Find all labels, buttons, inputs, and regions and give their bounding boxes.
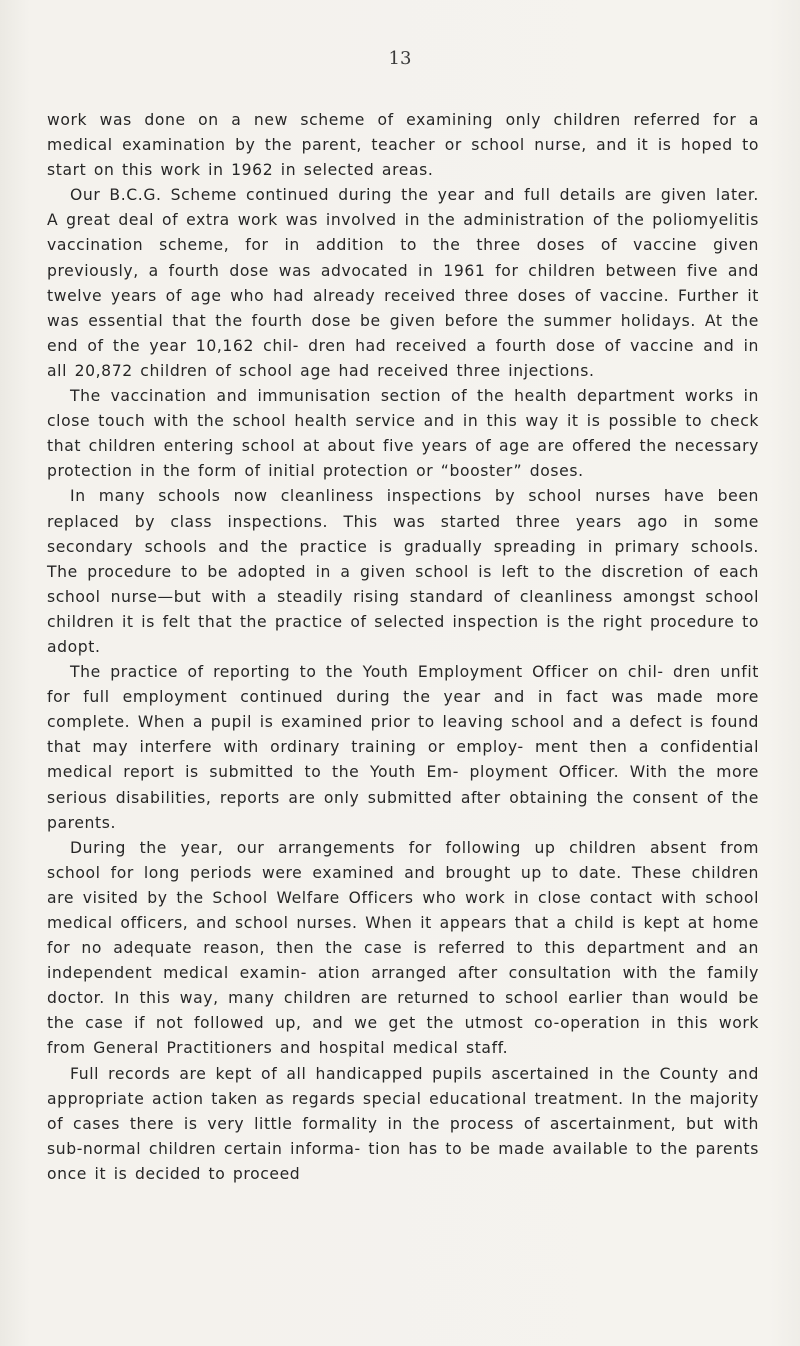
paragraph-cleanliness-inspections: In many schools now cleanliness inspections by school nurses have been replaced by class inspections. This was started three years ago in some secondary schools and the practice is gradually spreading in primary schools. The procedure to be adopted in a given school is left to the discretion of each school nurse—but with a steadily rising standard of cleanliness amongst school children it is felt that the practice of selected inspection is the right procedure to adopt. [47,487,759,656]
paragraph-continuation: work was done on a new scheme of examining only children referred for a medical examination by the parent, teacher or school nurse, and it is hoped to start on this work in 1962 in selected areas. [47,111,759,180]
paragraph-bcg-scheme: Our B.C.G. Scheme continued during the year and full details are given later. A great deal of extra work was involved in the administration of the poliomyelitis vaccination scheme, for in addition to the three doses of vaccine given previously, a fourth dose was advocated in 1961 for children between five and twelve years of age who had already received three doses of vaccine. Further it was essential that the fourth dose be given before the summer holidays. At the end of the year 10,162 chil- dren had received a fourth dose of vaccine and in all 20,872 children of school age had received three injections. [47,186,759,380]
paragraph-absent-children: During the year, our arrangements for following up children absent from school for long periods were examined and brought up to date. These children are visited by the School Welfare Officers who work in close contact with school medical officers, and school nurses. When it appears that a child is kept at home for no adequate reason, then the case is referred to this department and an independent medical examin- ation arranged after consultation with the family doctor. In this way, many children are returned to school earlier than would be the case if not followed up, and we get the utmost co-operation in this work from General Practitioners and hospital medical staff. [47,838,759,1058]
page-number: 13 [388,48,412,69]
body-text [47,108,759,1187]
paragraph-handicapped-pupils: Full records are kept of all handicapped pupils ascertained in the County and appropriate action taken as regards special educational treatment. In the majority of cases there is very little formality in the process of ascertainment, but with sub-normal children certain informa- tion has to be made available to the parents once it is decided to proceed [47,1064,759,1183]
paragraph-youth-employment: The practice of reporting to the Youth Employment Officer on chil- dren unfit for full employment continued during the year and in fact was made more complete. When a pupil is examined prior to leaving school and a defect is found that may interfere with ordinary training or employ- ment then a confidential medical report is submitted to the Youth Em- ployment Officer. With the more serious disabilities, reports are only submitted after obtaining the consent of the parents. [47,663,759,832]
paragraph-vaccination-section: The vaccination and immunisation section of the health department works in close touch with the school health service and in this way it is possible to check that children entering school at about five years of age are offered the necessary protection in the form of initial protection or “booster” doses. [47,387,759,481]
